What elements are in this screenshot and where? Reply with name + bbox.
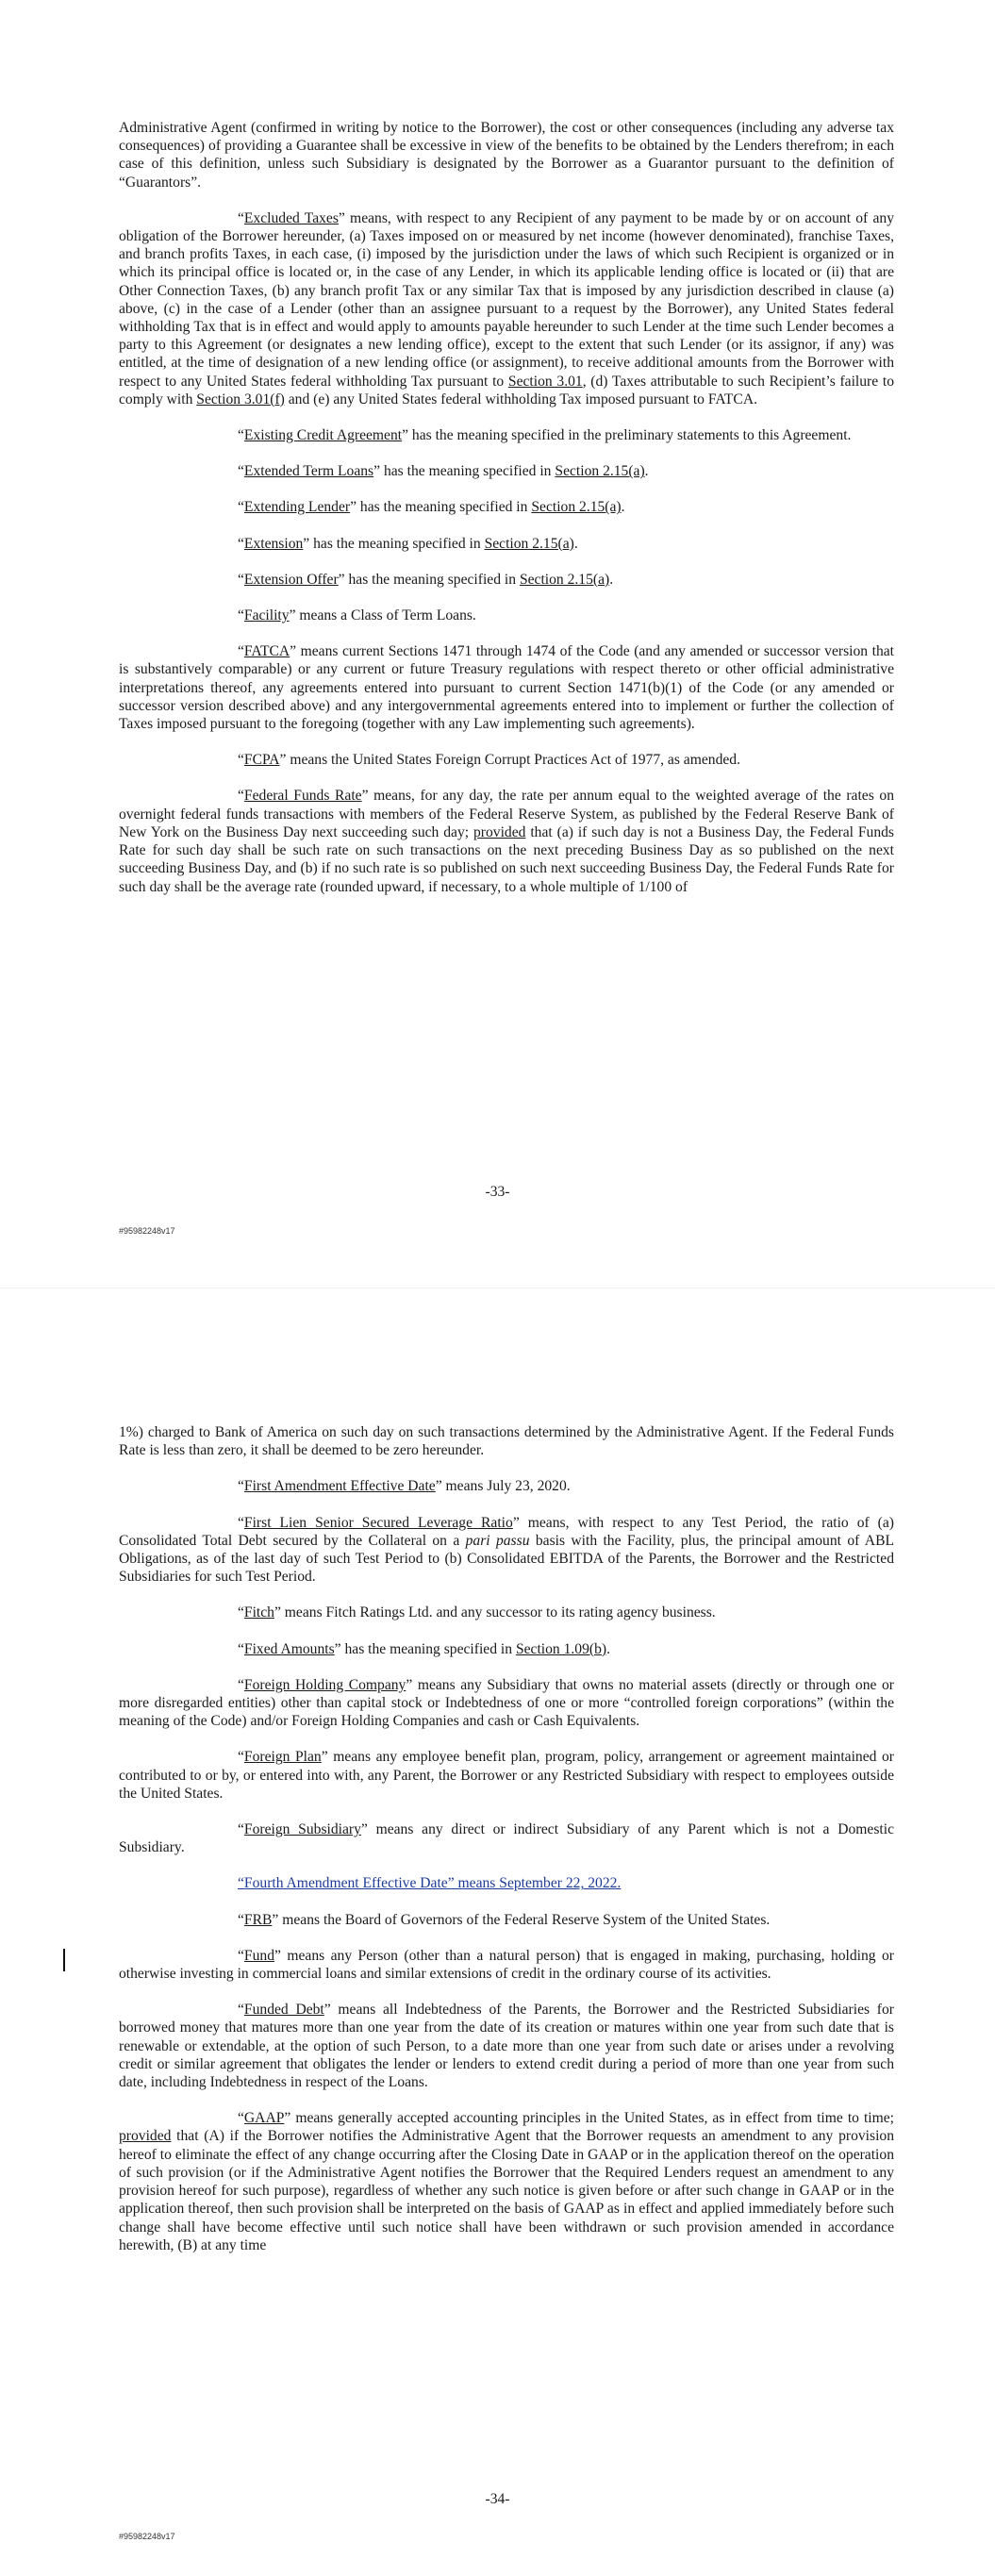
definition-excluded-taxes: “Excluded Taxes” means, with respect to any Recipient of any payment to be made by or on account of any obligation of the Borrower hereunder, (a) Taxes imposed on or measured by net income (however denominated), franchise Taxes, and branch profits Taxes, in each case, (i) imposed by the jurisdiction under the laws of which such Recipient is organized or in which its principal office is located or, in the case of any Lender, in which its applicable lending office is located or (ii) that are Other Connection Taxes, (b) any branch profit Tax or any similar Tax that is imposed by any jurisdiction described in clause (a) above, (c) in the case of a Lender (other than an assignee pursuant to a request by the Borrower), any United States federal withholding Tax that is in effect and would apply to amounts payable hereunder to such Lender at the time such Lender becomes a party to this Agreement (or designates a new lending office), except to the extent that such Lender (or its assignor, if any) was entitled, at the time of designation of a new lending office (or assignment), to receive additional amounts from the Borrower with respect to any United States federal withholding Tax pursuant to Section 3.01, (d) Taxes attributable to such Recipient’s failure to comply with Section 3.01(f) and (e) any United States federal withholding Tax imposed pursuant to FATCA.: [119, 209, 894, 407]
term-first-amendment-effective-date: First Amendment Effective Date: [243, 1478, 436, 1495]
term-existing-credit-agreement: Existing Credit Agreement: [243, 427, 403, 444]
term-extension: Extension: [243, 535, 304, 552]
xref-section-3-01f[interactable]: Section 3.01(f): [196, 391, 285, 407]
xref-section-2-15a[interactable]: Section 2.15(a): [555, 463, 645, 480]
xref-section-2-15a[interactable]: Section 2.15(a): [484, 535, 574, 552]
term-extending-lender: Extending Lender: [243, 499, 351, 516]
guarantee-continuation-paragraph: Administrative Agent (confirmed in writing by notice to the Borrower), the cost or other consequences (including any adverse tax consequences) of providing a Guarantee shall be excessive in view of the benefits to be obtained by the Lenders therefrom; in each case of this definition, unless such Subsidiary is designated by the Borrower as a Guarantor pursuant to the definition of “Guarantors”.: [119, 120, 894, 191]
term-fcpa: FCPA: [243, 752, 280, 769]
xref-section-2-15a[interactable]: Section 2.15(a): [531, 499, 622, 516]
term-facility: Facility: [243, 607, 290, 624]
definition-foreign-plan: “Foreign Plan” means any employee benefit plan, program, policy, arrangement or agreement maintained or contributed to or by, or entered into with, any Parent, the Borrower or any Restricted Subsidiary with respect to employees outside the United States.: [119, 1749, 894, 1802]
term-gaap: GAAP: [243, 2110, 285, 2127]
definition-funded-debt: “Funded Debt” means all Indebtedness of the Parents, the Borrower and the Restricted Subsidiaries for borrowed money that matures more than one year from the date of its creation or matures within one year from such date that is renewable or extendable, at the option of such Person, to a date more than one year from such date or arises under a revolving credit or similar agreement that obligates the lender or lenders to extend credit during a period of more than one year from such date, including Indebtedness in respect of the Loans.: [119, 2002, 894, 2091]
proviso-provided: provided: [473, 823, 526, 840]
definition-fourth-amendment-effective-date-inserted: [119, 1874, 894, 1892]
term-fixed-amounts: Fixed Amounts: [243, 1640, 335, 1657]
term-excluded-taxes: Excluded Taxes: [243, 209, 339, 226]
federal-funds-rate-continuation: 1%) charged to Bank of America on such day on such transactions determined by the Administrative Agent. If the Federal Funds Rate is less than zero, it shall be deemed to be zero hereunder.: [119, 1424, 894, 1459]
change-bar: [63, 1949, 65, 1971]
definition-extension: “Extension” has the meaning specified in Section 2.15(a).: [238, 535, 578, 552]
definition-first-lien-senior-secured-leverage-ratio: “First Lien Senior Secured Leverage Ratio” means, with respect to any Test Period, the ratio of (a) Consolidated Total Debt secured by the Collateral on a pari passu basis with the Facility, plus, the principal amount of ABL Obligations, as of the last day of such Test Period to (b) Consolidated EBITDA of the Parents, the Borrower and the Restricted Subsidiaries for such Test Period.: [119, 1514, 894, 1586]
term-first-lien-ratio: First Lien Senior Secured Leverage Ratio: [243, 1514, 513, 1531]
xref-section-3-01[interactable]: Section 3.01: [507, 373, 583, 390]
term-extended-term-loans: Extended Term Loans: [243, 463, 374, 480]
term-federal-funds-rate: Federal Funds Rate: [243, 788, 362, 805]
definition-facility: “Facility” means a Class of Term Loans.: [238, 607, 476, 624]
definition-existing-credit-agreement: “Existing Credit Agreement” has the meaning specified in the preliminary statements to this Agreement.: [238, 427, 852, 444]
inserted-text-fourth-amendment: “Fourth Amendment Effective Date” means September 22, 2022.: [238, 1875, 622, 1892]
term-fitch: Fitch: [243, 1604, 274, 1621]
definition-extended-term-loans: “Extended Term Loans” has the meaning specified in Section 2.15(a).: [238, 463, 649, 480]
term-fatca: FATCA: [243, 643, 290, 660]
definition-extending-lender: “Extending Lender” has the meaning specified in Section 2.15(a).: [238, 499, 625, 516]
xref-section-1-09b[interactable]: Section 1.09(b): [515, 1640, 607, 1657]
page-34-body: [119, 1423, 894, 2272]
italic-pari-passu: pari passu: [465, 1532, 530, 1549]
definition-fund: “Fund” means any Person (other than a natural person) that is engaged in making, purchasing, holding or otherwise investing in commercial loans and similar extensions of credit in the ordinary course of its activities.: [119, 1947, 894, 1983]
term-fund: Fund: [243, 1947, 274, 1964]
definition-foreign-holding-company: “Foreign Holding Company” means any Subsidiary that owns no material assets (directly or through one or more disregarded entities) other than capital stock or Indebtedness of one or more “controlled foreign corporations” (within the meaning of the Code) and/or Foreign Holding Companies and cash or Cash Equivalents.: [119, 1676, 894, 1730]
term-extension-offer: Extension Offer: [243, 571, 339, 588]
term-foreign-subsidiary: Foreign Subsidiary: [243, 1821, 361, 1838]
definition-fcpa: “FCPA” means the United States Foreign Corrupt Practices Act of 1977, as amended.: [238, 752, 740, 769]
xref-section-2-15a[interactable]: Section 2.15(a): [519, 571, 610, 588]
page-34: [0, 1288, 995, 2576]
document-id: #95982248v17: [119, 1226, 175, 1236]
definition-foreign-subsidiary: “Foreign Subsidiary” means any direct or indirect Subsidiary of any Parent which is not a Domestic Subsidiary.: [119, 1821, 894, 1856]
definition-federal-funds-rate: “Federal Funds Rate” means, for any day, the rate per annum equal to the weighted average of the rates on overnight federal funds transactions with members of the Federal Reserve System, as published by the Federal Reserve Bank of New York on the Business Day next succeeding such day; provided that (a) if such day is not a Business Day, the Federal Funds Rate for such day shall be such rate on such transactions on the next preceding Business Day as so published on the next succeeding Business Day, and (b) if no such rate is so published on such next succeeding Business Day, the Federal Funds Rate for such day shall be the average rate (rounded upward, if necessary, to a whole multiple of 1/100 of: [119, 788, 894, 895]
term-foreign-plan: Foreign Plan: [243, 1749, 322, 1766]
definition-fitch: “Fitch” means Fitch Ratings Ltd. and any successor to its rating agency business.: [238, 1604, 716, 1621]
page-33-body: [119, 119, 894, 914]
definition-frb: “FRB” means the Board of Governors of the Federal Reserve System of the United States.: [238, 1911, 771, 1928]
term-funded-debt: Funded Debt: [243, 2002, 324, 2019]
proviso-provided: provided: [119, 2128, 172, 2145]
definition-first-amendment-effective-date: “First Amendment Effective Date” means July 23, 2020.: [238, 1478, 571, 1495]
definition-fatca: “FATCA” means current Sections 1471 through 1474 of the Code (and any amended or successor version that is substantively comparable) or any current or future Treasury regulations with respect thereto or other official administrative interpretations thereof, any agreements entered into pursuant to current Section 1471(b)(1) of the Code (or any amended or successor version described above) and any intergovernmental agreements entered into to implement or further the collection of Taxes imposed pursuant to the foregoing (together with any Law implementing such agreements).: [119, 643, 894, 733]
term-frb: FRB: [243, 1911, 273, 1928]
term-foreign-holding-company: Foreign Holding Company: [243, 1676, 406, 1693]
page-number: -33-: [485, 1184, 510, 1200]
definition-fixed-amounts: “Fixed Amounts” has the meaning specified in Section 1.09(b).: [238, 1640, 610, 1657]
page-number: -34-: [485, 2491, 510, 2507]
definition-gaap: “GAAP” means generally accepted accounting principles in the United States, as in effect from time to time; provided that (A) if the Borrower notifies the Administrative Agent that the Borrower requests an amendment to any provision hereof to eliminate the effect of any change occurring after the Closing Date in GAAP or in the application thereof on the operation of such provision (or if the Administrative Agent notifies the Borrower that the Required Lenders request an amendment to any provision hereof for such purpose), regardless of whether any such notice is given before or after such change in GAAP or in the application thereof, then such provision shall be interpreted on the basis of GAAP as in effect and applied immediately before such change shall have become effective until such notice shall have been withdrawn or such provision amended in accordance herewith, (B) at any time: [119, 2110, 894, 2253]
document-id: #95982248v17: [119, 2532, 175, 2541]
definition-extension-offer: “Extension Offer” has the meaning specified in Section 2.15(a).: [238, 571, 614, 588]
